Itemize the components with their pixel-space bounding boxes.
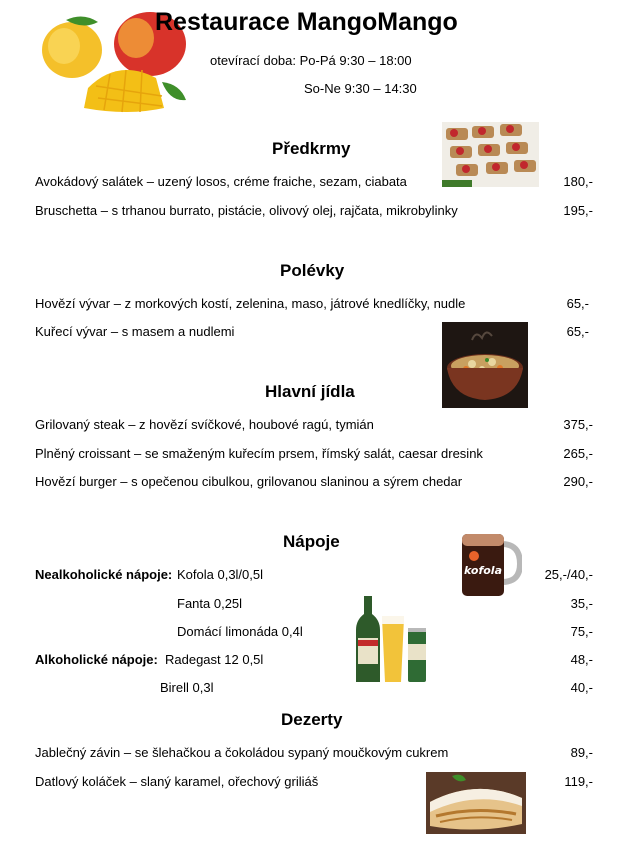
menu-item: Kofola 0,3l/0,5l	[177, 567, 264, 582]
kofola-logo-text: kofola	[463, 564, 503, 577]
menu-item: Kuřecí vývar – s masem a nudlemi	[35, 324, 235, 339]
menu-item: Jablečný závin – se šlehačkou a čokoládou sypaný moučkovým cukrem	[35, 745, 449, 760]
menu-item-price: 40,-	[570, 680, 593, 695]
menu-item-price: 89,-	[570, 745, 593, 760]
menu-item: Domácí limonáda 0,4l	[177, 624, 303, 639]
menu-item-price: 265,-	[563, 446, 593, 461]
menu-item: Grilovaný steak – z hovězí svíčkové, houbové ragú, tymián	[35, 417, 374, 432]
soup-image	[442, 322, 528, 408]
kofola-mug-image	[458, 530, 522, 598]
alko-label: Alkoholické nápoje:	[35, 652, 158, 667]
menu-item: Birell 0,3l	[160, 680, 214, 695]
opening-hours-weekend: So-Ne 9:30 – 14:30	[304, 81, 417, 96]
menu-item-price: 35,-	[570, 596, 593, 611]
menu-item-price: 75,-	[570, 624, 593, 639]
section-title-napoje: Nápoje	[283, 532, 340, 551]
menu-item-price: 25,-/40,-	[544, 567, 593, 582]
section-title-hlavni: Hlavní jídla	[265, 382, 355, 401]
menu-item: Hovězí burger – s opečenou cibulkou, grilovanou slaninou a sýrem chedar	[35, 474, 463, 489]
menu-item-price: 375,-	[563, 417, 593, 432]
menu-item: Bruschetta – s trhanou burrato, pistácie, olivový olej, rajčata, mikrobylinky	[35, 203, 458, 218]
menu-item-price: 65,-	[566, 296, 589, 311]
restaurant-title: Restaurace MangoMango	[155, 8, 458, 36]
menu-item-price: 290,-	[563, 474, 593, 489]
opening-hours-weekday: otevírací doba: Po-Pá 9:30 – 18:00	[210, 53, 412, 68]
menu-item: Fanta 0,25l	[177, 596, 243, 611]
section-title-polevky: Polévky	[280, 261, 345, 280]
section-title-dezerty: Dezerty	[281, 710, 343, 729]
menu-item: Datlový koláček – slaný karamel, ořechový griliáš	[35, 774, 319, 789]
bruschetta-image	[442, 122, 539, 187]
menu-item-price: 119,-	[564, 774, 593, 789]
menu-item: Hovězí vývar – z morkových kostí, zelenina, maso, játrové knedlíčky, nudle	[35, 296, 466, 311]
menu-item-price: 180,-	[563, 174, 593, 189]
strudel-image	[426, 772, 526, 834]
menu-item-price: 65,-	[566, 324, 589, 339]
menu-item-price: 48,-	[570, 652, 593, 667]
menu-item: Avokádový salátek – uzený losos, créme fraiche, sezam, ciabata	[35, 174, 407, 189]
nealko-label: Nealkoholické nápoje:	[35, 567, 173, 582]
menu-item-price: 195,-	[563, 203, 593, 218]
beer-image	[356, 594, 430, 686]
menu-item: Radegast 12 0,5l	[165, 652, 264, 667]
menu-item: Plněný croissant – se smaženým kuřecím prsem, římský salát, caesar dresink	[35, 446, 483, 461]
section-title-predkrmy: Předkrmy	[272, 139, 351, 158]
